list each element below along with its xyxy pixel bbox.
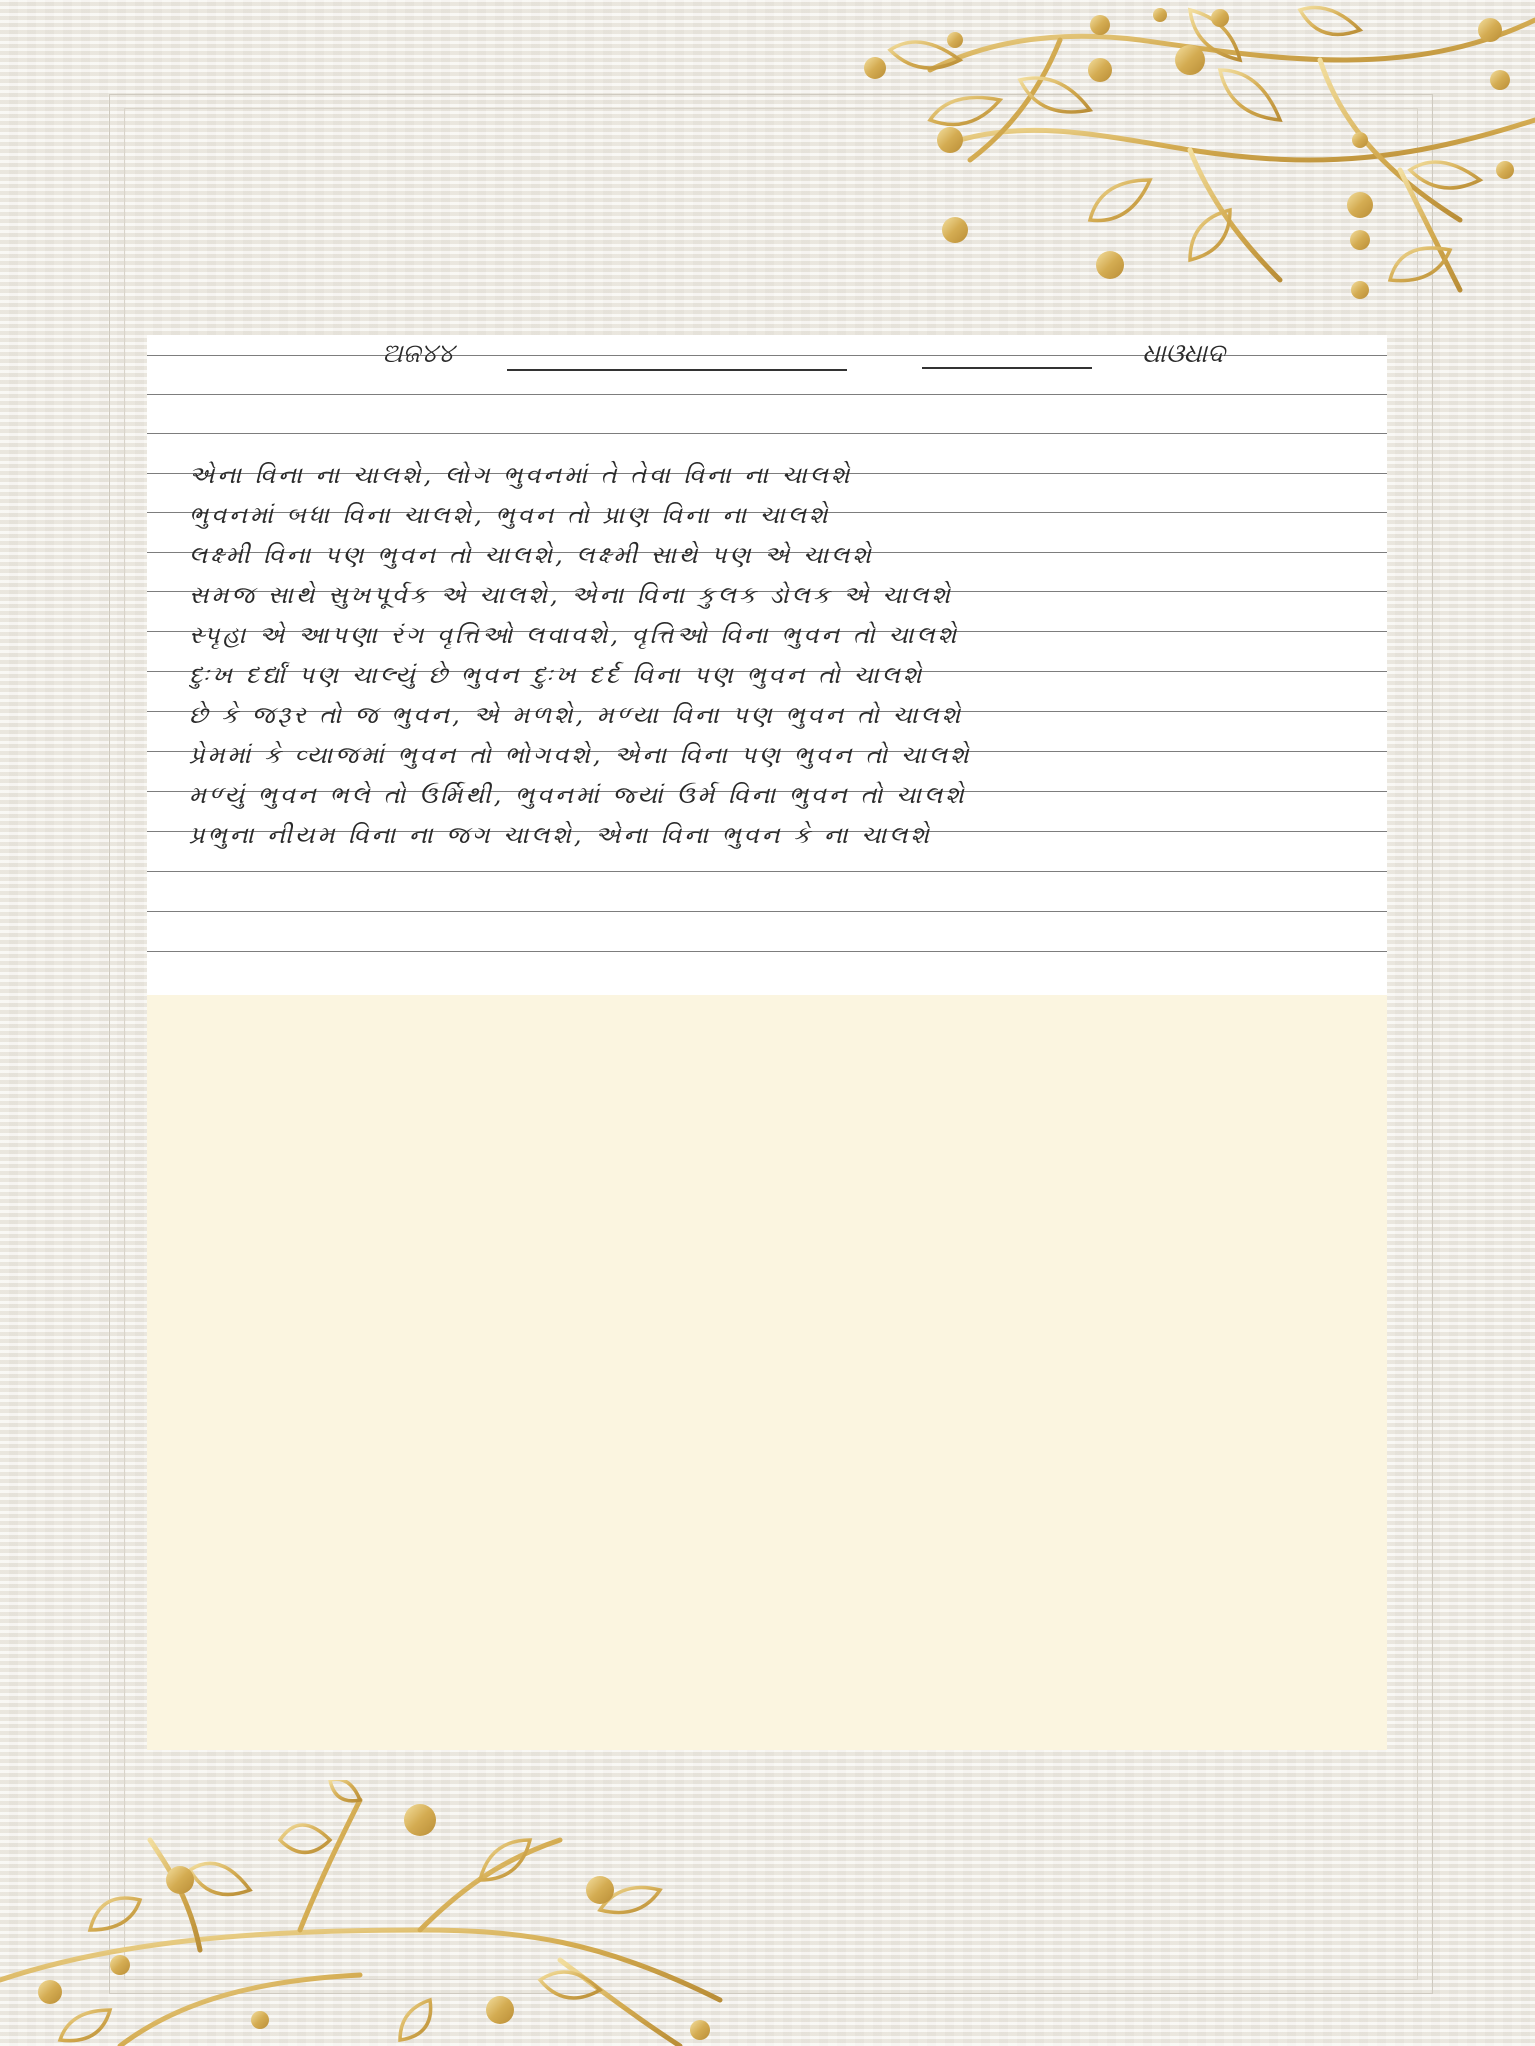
handwritten-line: લક્ષ્મી વિના પણ ભુવન તો ચાલશે, લક્ષ્મી સાથે પણ એ ચાલશે: [189, 541, 874, 569]
handwritten-line: સમજ સાથે સુખપૂર્વક એ ચાલશે, એના વિના કુલક ડોલક એ ચાલશે: [189, 581, 953, 609]
header-right-mark: ଧାଓଧାଦ: [1142, 339, 1225, 369]
ruled-line: [147, 911, 1387, 912]
gold-branch-ornament-icon: [0, 1780, 760, 2046]
handwritten-line: પ્રભુના નીયમ વિના ના જગ ચાલશે, એના વિના ભુવન કે ના ચાલશે: [189, 821, 932, 849]
handwritten-line: સ્પૃહા એ આપણા રંગ વૃત્તિઓ લવાવશે, વૃત્તિઓ વિના ભુવન તો ચાલશે: [189, 621, 960, 649]
ruled-line: [147, 433, 1387, 434]
gold-branch-ornament-icon: [760, 0, 1535, 310]
handwritten-line: ભુવનમાં બધા વિના ચાલશે, ભુવન તો પ્રાણ વિના ના ચાલશે: [189, 501, 831, 529]
handwritten-line: દુઃખ દર્દ્યાં પણ ચાલ્યું છે ભુવન દુઃખ દર્દ વિના પણ ભુવન તો ચાલશે: [189, 661, 925, 689]
note-header: [147, 335, 1387, 385]
cream-panel: [147, 990, 1387, 1750]
handwritten-note-sheet: [147, 335, 1387, 995]
header-left-mark: ଅଜ୪୪: [382, 339, 454, 369]
handwritten-line: એના વિના ના ચાલશે, લોગ ભુવનમાં તે તેવા વિના ના ચાલશે: [189, 461, 853, 489]
header-stroke: [507, 369, 847, 371]
handwritten-line: મળ્યું ભુવન ભલે તો ઉર્મિથી, ભુવનમાં જ્યાં ઉર્મ વિના ભુવન તો ચાલશે: [189, 781, 967, 809]
ruled-line: [147, 871, 1387, 872]
ruled-line: [147, 394, 1387, 395]
header-stroke: [922, 367, 1092, 369]
ruled-line: [147, 951, 1387, 952]
handwritten-line: પ્રેમમાં કે વ્યાજમાં ભુવન તો ભોગવશે, એના વિના પણ ભુવન તો ચાલશે: [189, 741, 972, 769]
handwritten-line: છે કે જરૂર તો જ ભુવન, એ મળશે, મળ્યા વિના પણ ભુવન તો ચાલશે: [189, 701, 964, 729]
